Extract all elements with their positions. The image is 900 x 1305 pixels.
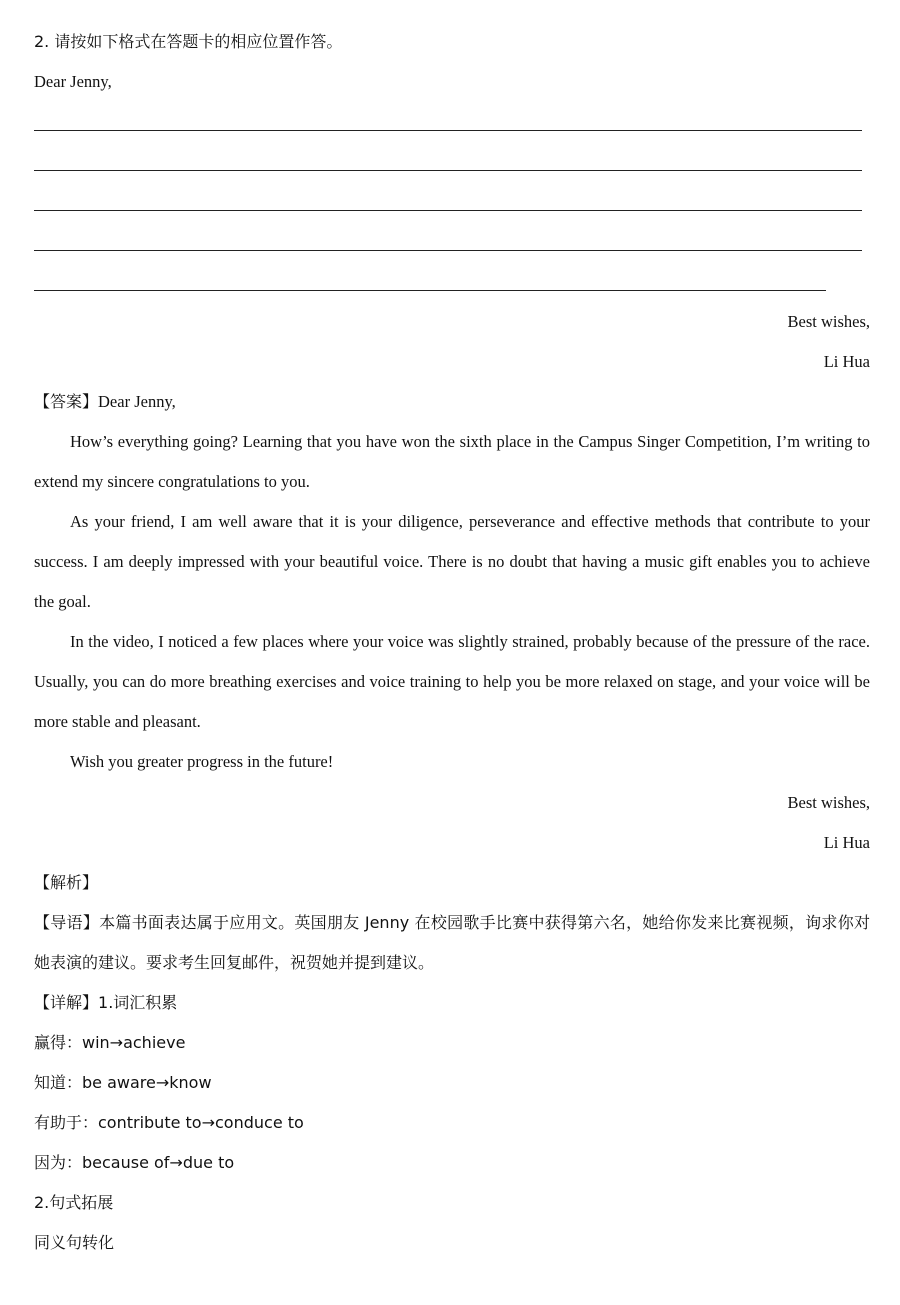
answer-salutation: Dear Jenny,	[98, 392, 176, 411]
vocab-item: 知道：be aware→know	[34, 1073, 212, 1092]
analysis-guide	[34, 903, 870, 983]
answer-closing: Best wishes,	[787, 793, 870, 812]
question-closing: Best wishes,	[787, 312, 870, 331]
answer-line-3	[34, 210, 862, 211]
question-signature: Li Hua	[823, 352, 870, 371]
guide-text: 本篇书面表达属于应用文。英国朋友 Jenny 在校园歌手比赛中获得第六名，她给你发来比赛视频，询求你对她表演的建议。要求考生回复邮件，祝贺她并提到建议。	[34, 913, 870, 972]
question-instruction: 2. 请按如下格式在答题卡的相应位置作答。	[34, 32, 343, 51]
section-2-heading: 2.句式拓展	[34, 1193, 114, 1212]
vocab-item: 赢得：win→achieve	[34, 1033, 186, 1052]
answer-paragraph-1: How’s everything going? Learning that you have won the sixth place in the Campus Singer Competition, I’m writing to extend my sincere congratulations to you.	[34, 432, 870, 491]
answer-line-5	[34, 290, 826, 291]
detail-section-1: 1.词汇积累	[98, 993, 178, 1012]
answer-label: 【答案】	[34, 392, 99, 411]
answer-paragraph-4: Wish you greater progress in the future!	[70, 752, 334, 771]
answer-signature: Li Hua	[823, 833, 870, 852]
answer-line-2	[34, 170, 862, 171]
answer-line-1	[34, 130, 862, 131]
detail-heading	[34, 993, 177, 1013]
vocab-item: 因为：because of→due to	[34, 1153, 235, 1172]
analysis-label: 【解析】	[34, 873, 99, 892]
section-2-subheading: 同义句转化	[34, 1233, 115, 1252]
vocab-item: 有助于：contribute to→conduce to	[34, 1113, 304, 1132]
guide-label: 【导语】	[34, 913, 100, 932]
answer-heading	[34, 392, 176, 412]
detail-label: 【详解】	[34, 993, 99, 1012]
question-salutation: Dear Jenny,	[34, 72, 112, 91]
answer-paragraph-2: As your friend, I am well aware that it is your diligence, perseverance and effective methods that contribute to your success. I am deeply impressed with your beautiful voice. There is no doubt that having a music gift enables you to achieve the goal.	[34, 512, 870, 611]
answer-paragraph-3: In the video, I noticed a few places where your voice was slightly strained, probably because of the pressure of the race. Usually, you can do more breathing exercises and voice training to help you be more relaxed on stage, and your voice will be more stable and pleasant.	[34, 632, 870, 731]
answer-line-4	[34, 250, 862, 251]
